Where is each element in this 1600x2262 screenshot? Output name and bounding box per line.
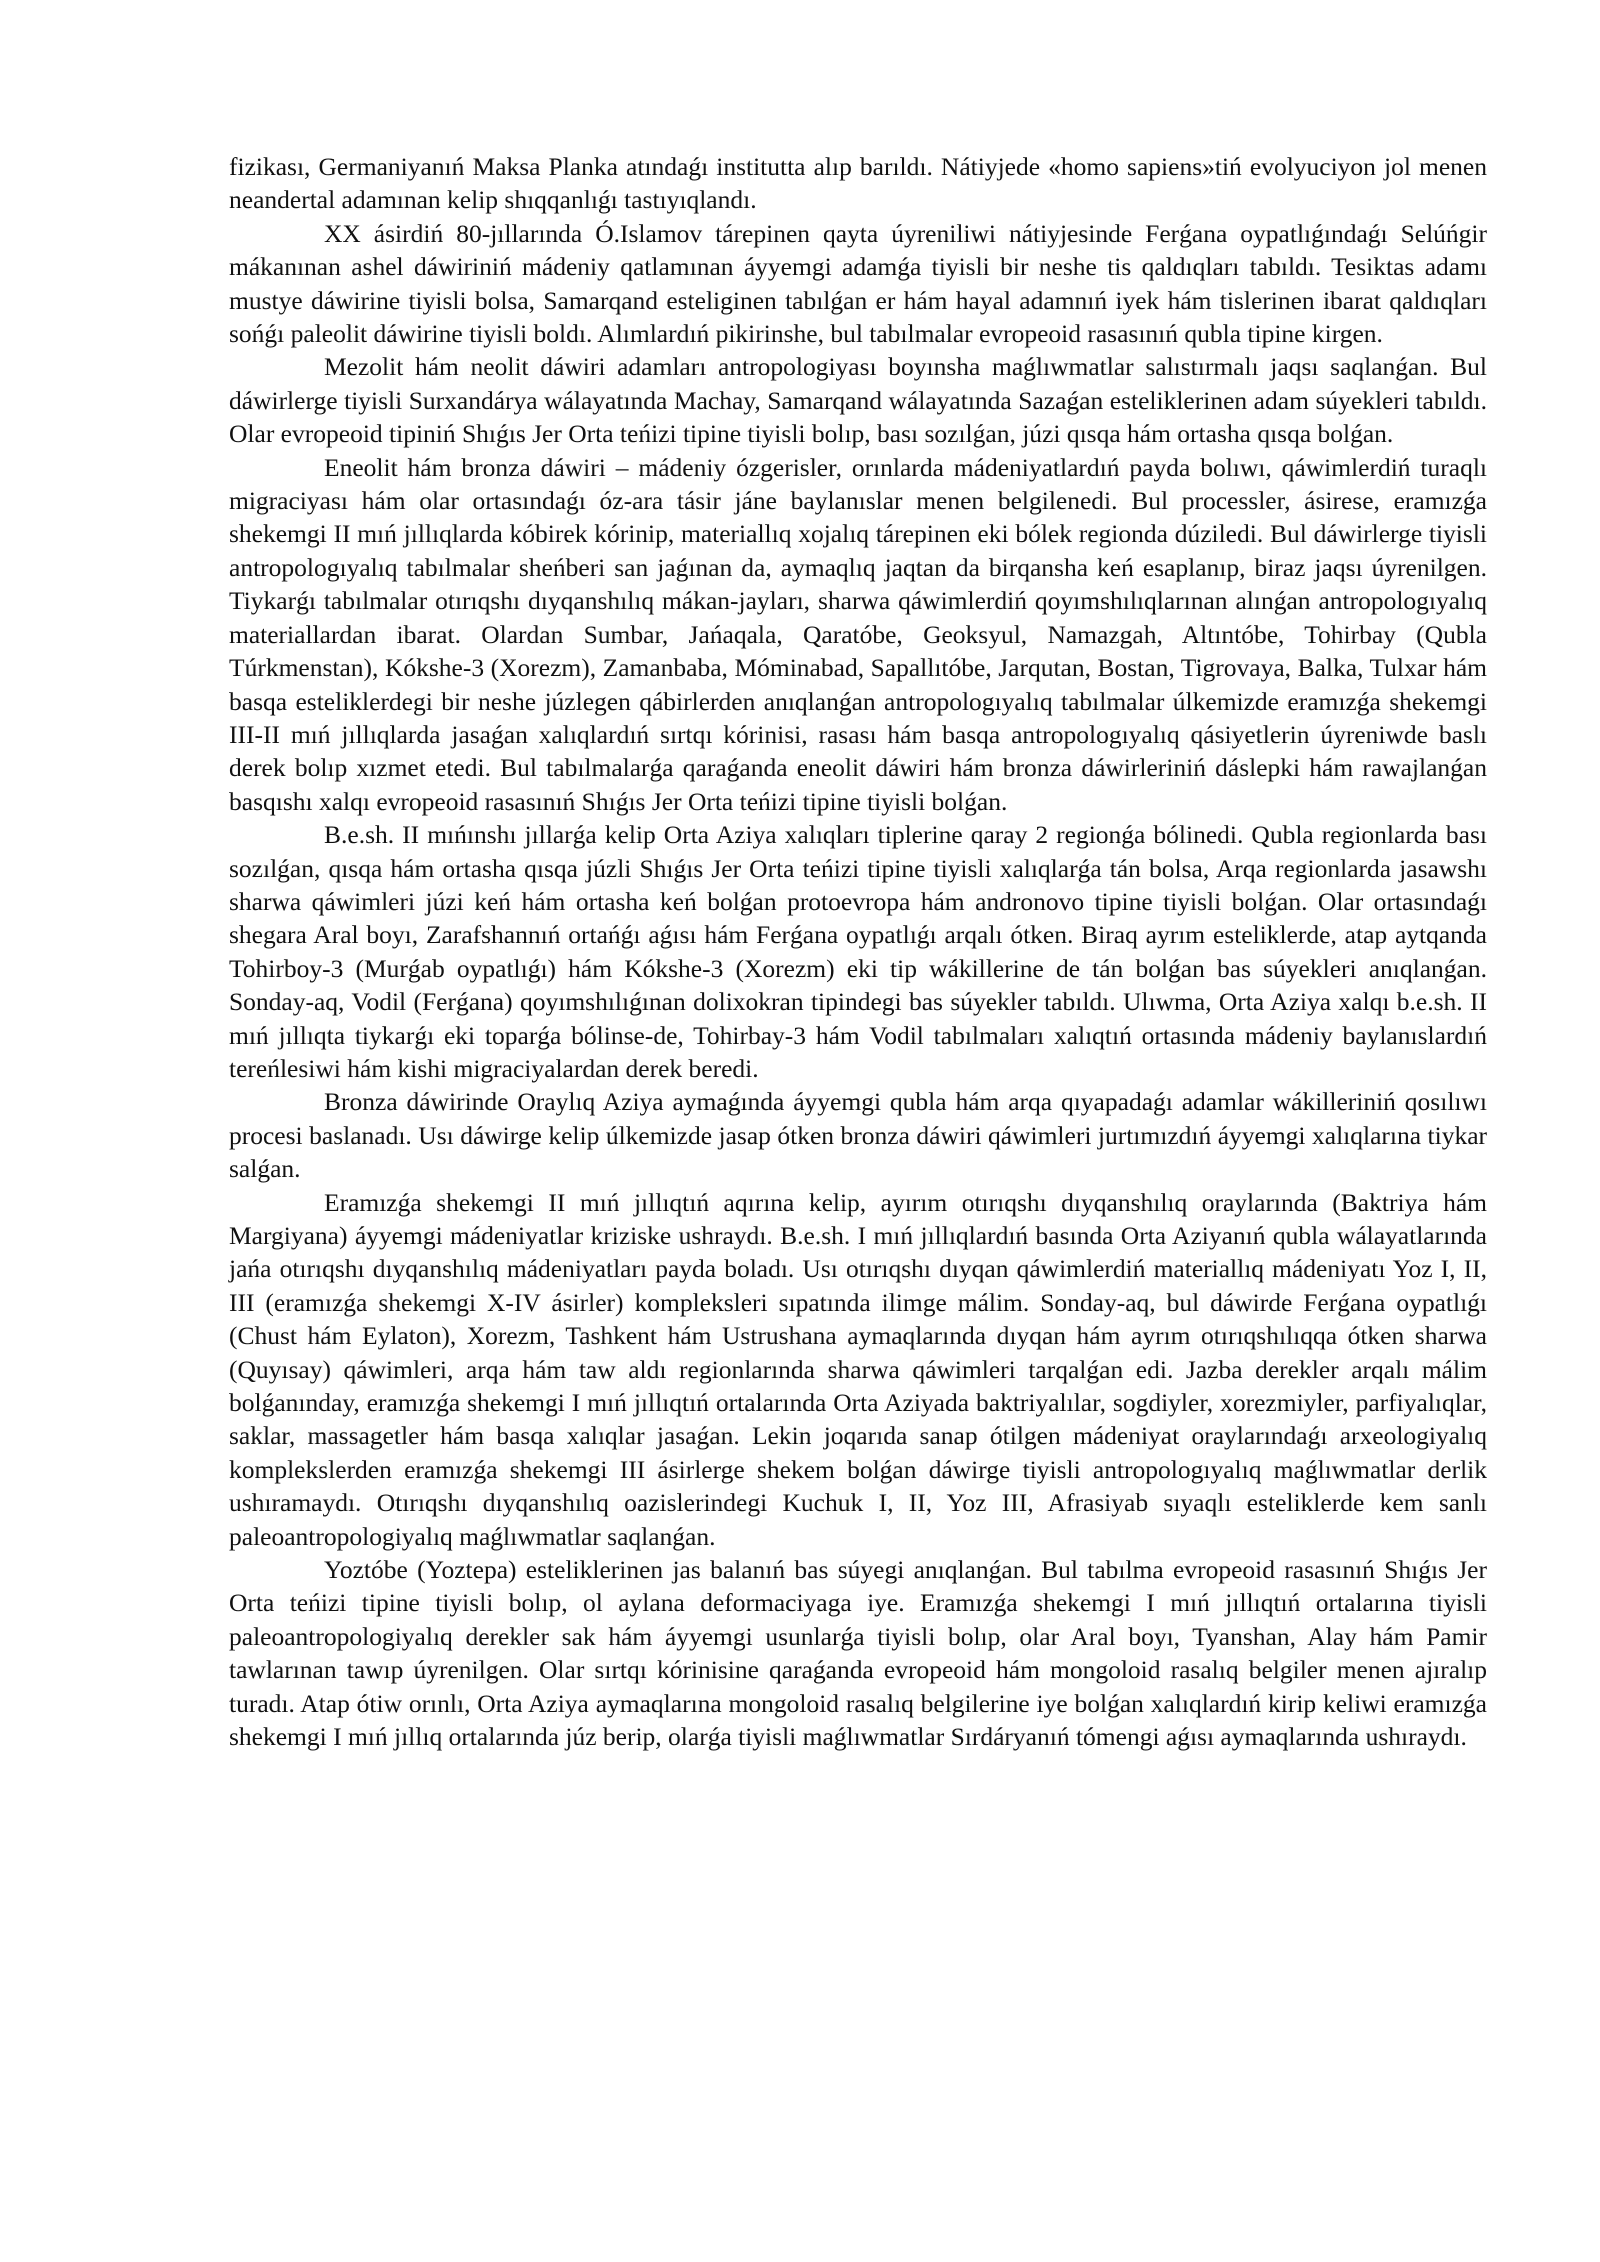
paragraph-4: Eneolit hám bronza dáwiri – mádeniy ózgerisler, orınlarda mádeniyatlardıń payda bolıwı, qáwimlerdiń turaqlı migraciyası hám olar ortasındaǵı óz-ara tásir jáne baylanıslar menen belgilenedi. Bul processler, ásirese, eramızǵa shekemgi II mıń jıllıqlarda kóbirek kórinip, materiallıq xojalıq tárepinen eki bólek regionda dúziledi. Bul dáwirlerge tiyisli antropologıyalıq tabılmalar sheńberi san jaǵınan da, aymaqlıq jaqtan da birqansha keń esaplanıp, biraz jaqsı úyrenilgen. Tiykarǵı tabılmalar otırıqshı dıyqanshılıq mákan-jayları, sharwa qáwimlerdiń qoyımshılıqlarınan alınǵan antropologıyalıq materiallardan ibarat. Olardan Sumbar, Jańaqala, Qaratóbe, Geoksyul, Namazgah, Altıntóbe, Tohirbay (Qubla Túrkmenstan), Kókshe-3 (Xorezm), Zamanbaba, Móminabad, Sapallıtóbe, Jarqutan, Bostan, Tigrovaya, Balka, Tulxar hám basqa esteliklerdegi bir neshe júzlegen qábirlerden anıqlanǵan antropologıyalıq tabılmalar úlkemizde eramızǵa shekemgi III-II mıń jıllıqlarda jasaǵan xalıqlardıń sırtqı kórinisi, rasası hám basqa antropologıyalıq qásiyetlerin úyreniwde baslı derek bolıp xızmet etedi. Bul tabılmalarǵa qaraǵanda eneolit dáwiri hám bronza dáwirleriniń dáslepki hám rawajlanǵan basqıshı xalqı evropeoid rasasınıń Shıǵıs Jer Orta teńizi tipine tiyisli bolǵan. xyxy=(229,452,1487,816)
document-page xyxy=(229,150,1487,1754)
paragraph-5: B.e.sh. II mıńınshı jıllarǵa kelip Orta Aziya xalıqları tiplerine qaray 2 regionǵa bólinedi. Qubla regionlarda bası sozılǵan, qısqa hám ortasha qısqa júzli Shıǵıs Jer Orta teńizi tipine tiyisli xalıqlarǵa tán bolsa, Arqa regionlarda jasawshı sharwa qáwimleri júzi keń hám ortasha keń bolǵan protoevropa hám andronovo tipine tiyisli bolǵan. Olar ortasındaǵı shegara Aral boyı, Zarafshannıń ortańǵı aǵısı hám Ferǵana oypatlıǵı arqalı ótken. Biraq ayrım esteliklerde, atap aytqanda Tohirboy-3 (Murǵab oypatlıǵı) hám Kókshe-3 (Xorezm) eki tip wákillerine de tán bolǵan bas súyekleri anıqlanǵan. Sonday-aq, Vodil (Ferǵana) qoyımshılıǵınan dolixokran tipindegi bas súyekler tabıldı. Ulıwma, Orta Aziya xalqı b.e.sh. II mıń jıllıqta tiykarǵı eki toparǵa bólinse-de, Tohirbay-3 hám Vodil tabılmaları xalıqtıń ortasında mádeniy baylanıslardıń tereńlesiwi hám kishi migraciyalardan derek beredi. xyxy=(229,820,1487,1083)
paragraph-6: Bronza dáwirinde Oraylıq Aziya aymaǵında áyyemgi qubla hám arqa qıyapadaǵı adamlar wákilleriniń qosılıwı procesi baslanadı. Usı dáwirge kelip úlkemizde jasap ótken bronza dáwiri qáwimleri jurtımızdıń áyyemgi xalıqlarına tiykar salǵan. xyxy=(229,1087,1487,1184)
paragraph-7: Eramızǵa shekemgi II mıń jıllıqtıń aqırına kelip, ayırım otırıqshı dıyqanshılıq oraylarında (Baktriya hám Margiyana) áyyemgi mádeniyatlar kriziske ushraydı. B.e.sh. I mıń jıllıqlardıń basında Orta Aziyanıń qubla wálayatlarında jańa otırıqshı dıyqanshılıq mádeniyatları payda boladı. Usı otırıqshı dıyqan qáwimlerdiń materiallıq mádeniyatı Yoz I, II, III (eramızǵa shekemgi X-IV ásirler) kompleksleri sıpatında ilimge málim. Sonday-aq, bul dáwirde Ferǵana oypatlıǵı (Chust hám Eylaton), Xorezm, Tashkent hám Ustrushana aymaqlarında dıyqan hám ayrım otırıqshılıqqa ótken sharwa (Quyısay) qáwimleri, arqa hám taw aldı regionlarında sharwa qáwimleri tarqalǵan edi. Jazba derekler arqalı málim bolǵanınday, eramızǵa shekemgi I mıń jıllıqtıń ortalarında Orta Aziyada baktriyalılar, sogdiyler, xorezmiyler, parfiyalıqlar, saklar, massagetler hám basqa xalıqlar jasaǵan. Lekin joqarıda sanap ótilgen mádeniyat oraylarındaǵı arxeologiyalıq komplekslerden eramızǵa shekemgi III ásirlerge shekem bolǵan dáwirge tiyisli antropologıyalıq maǵlıwmatlar derlik ushıramaydı. Otırıqshı dıyqanshılıq oazislerindegi Kuchuk I, II, Yoz III, Afrasiyab sıyaqlı esteliklerde kem sanlı paleoantropologiyalıq maǵlıwmatlar saqlanǵan. xyxy=(229,1187,1487,1551)
paragraph-8: Yoztóbe (Yoztepa) esteliklerinen jas balanıń bas súyegi anıqlanǵan. Bul tabılma evropeoid rasasınıń Shıǵıs Jer Orta teńizi tipine tiyisli bolıp, ol aylana deformaciyaga iye. Eramızǵa shekemgi I mıń jıllıqtıń ortalarına tiyisli paleoantropologiyalıq derekler sak hám áyyemgi usunlarǵa tiyisli bolıp, olar Aral boyı, Tyanshan, Alay hám Pamir tawlarınan tawıp úyrenilgen. Olar sırtqı kórinisine qaraǵanda evropeoid hám mongoloid rasalıq belgiler menen ajıralıp turadı. Atap ótiw orınlı, Orta Aziya aymaqlarına mongoloid rasalıq belgilerine iye bolǵan xalıqlardıń kirip keliwi eramızǵa shekemgi I mıń jıllıq ortalarında júz berip, olarǵa tiyisli maǵlıwmatlar Sırdáryanıń tómengi aǵısı aymaqlarında ushıraydı. xyxy=(229,1555,1487,1752)
paragraph-3: Mezolit hám neolit dáwiri adamları antropologiyası boyınsha maǵlıwmatlar salıstırmalı jaqsı saqlanǵan. Bul dáwirlerge tiyisli Surxandárya wálayatında Machay, Samarqand wálayatında Sazaǵan esteliklerinen adam súyekleri tabıldı. Olar evropeoid tipiniń Shıǵıs Jer Orta teńizi tipine tiyisli bolıp, bası sozılǵan, júzi qısqa hám ortasha qısqa bolǵan. xyxy=(229,352,1487,449)
paragraph-2: XX ásirdiń 80-jıllarında Ó.Islamov tárepinen qayta úyreniliwi nátiyjesinde Ferǵana oypatlıǵındaǵı Selúńgir mákanınan ashel dáwiriniń mádeniy qatlamınan áyyemgi adamǵa tiyisli bir neshe tis qaldıqları tabıldı. Tesiktas adamı mustye dáwirine tiyisli bolsa, Samarqand esteliginen tabılǵan er hám hayal adamnıń iyek hám tislerinen ibarat qaldıqları sońǵı paleolit dáwirine tiyisli boldı. Alımlardıń pikirinshe, bul tabılmalar evropeoid rasasınıń qubla tipine kirgen. xyxy=(229,218,1487,349)
paragraph-1: fizikası, Germaniyanıń Maksa Planka atındaǵı institutta alıp barıldı. Nátiyjede «homo sapiens»tiń evolyuciyon jol menen neandertal adamınan kelip shıqqanlıǵı tastıyıqlandı. xyxy=(229,152,1487,215)
